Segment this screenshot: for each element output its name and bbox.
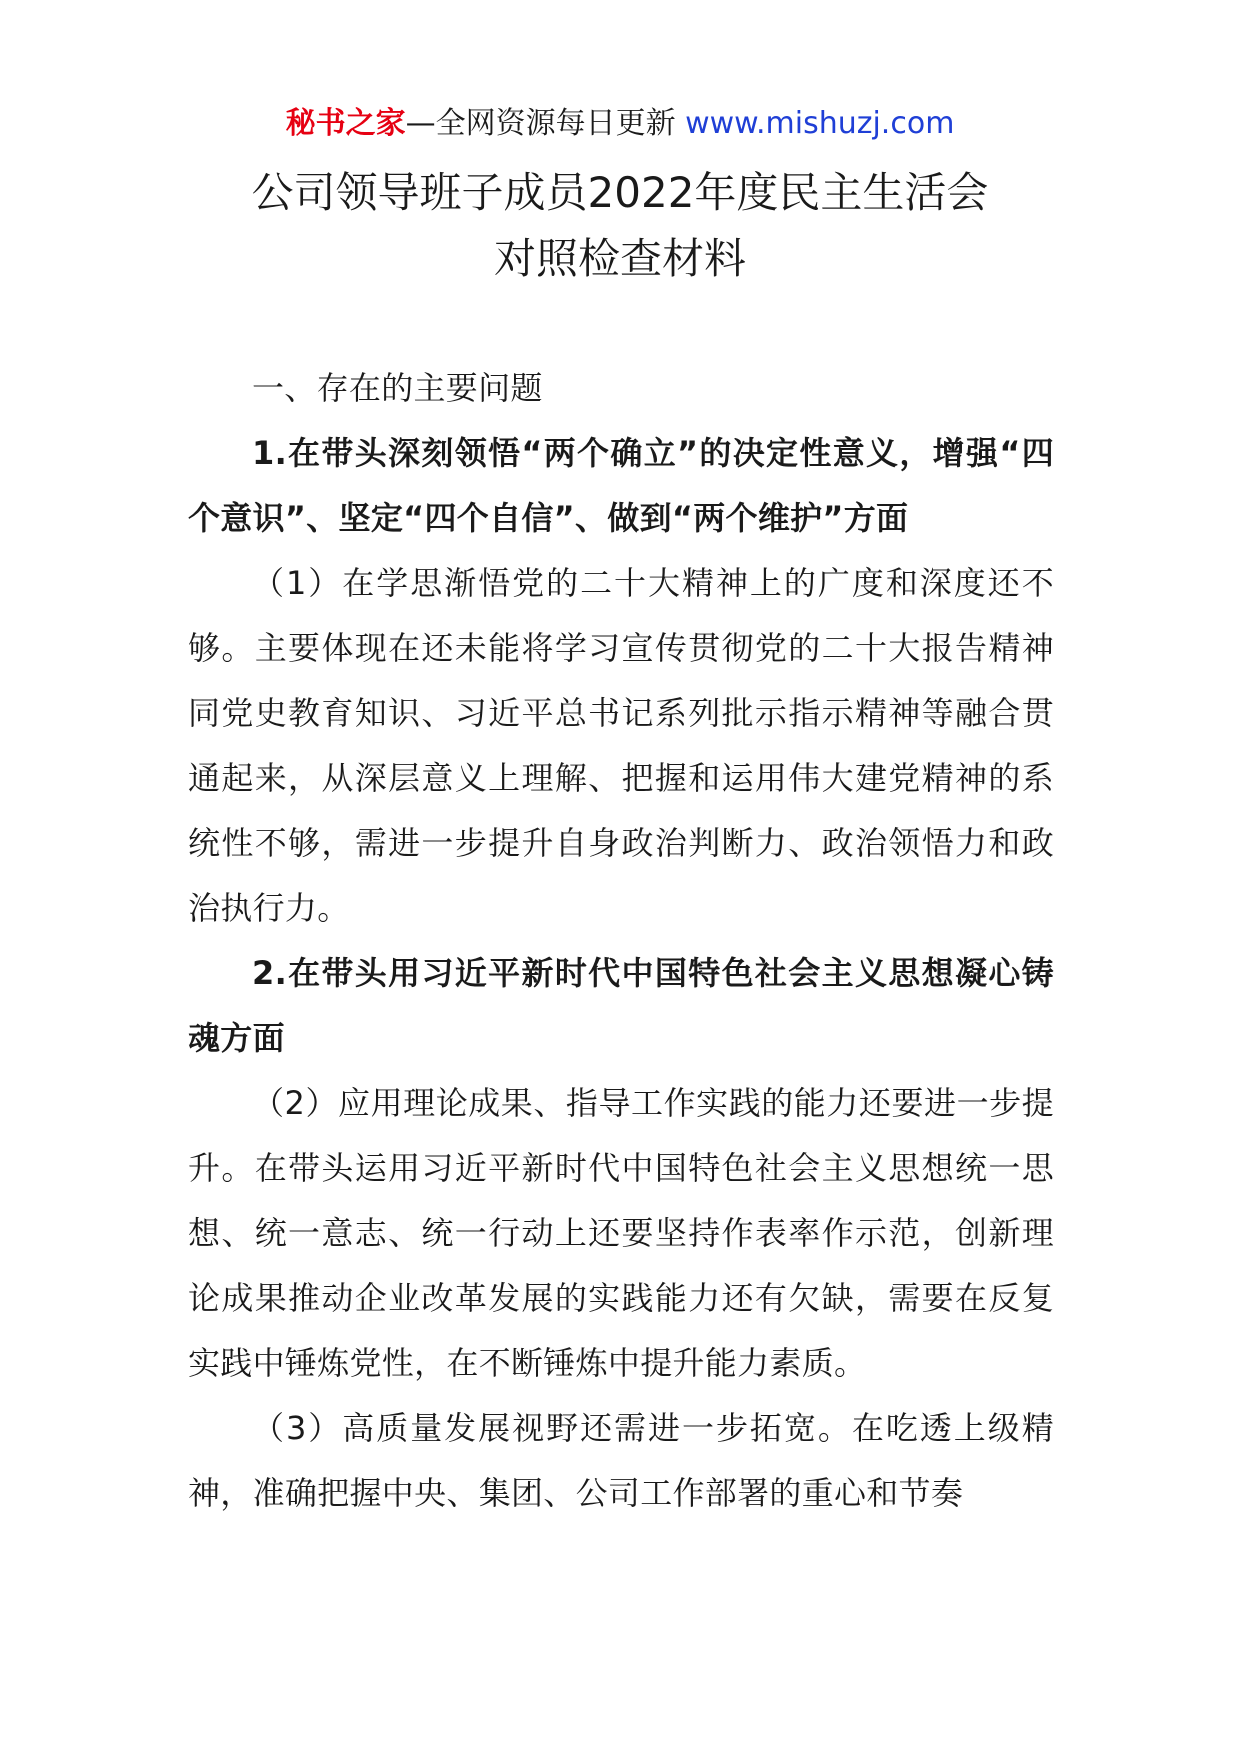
title-line-1: 公司领导班子成员2022年度民主生活会: [251, 168, 989, 217]
section-heading: 一、存在的主要问题: [252, 369, 543, 407]
watermark-slogan: —全网资源每日更新: [405, 106, 676, 141]
subsection-heading-1: 1.在带头深刻领悟“两个确立”的决定性意义，增强“四个意识”、坚定“四个自信”、做到“两个维护”方面: [188, 434, 1054, 537]
title-line-2: 对照检查材料: [493, 234, 746, 283]
paragraph-item-1: （1）在学思渐悟党的二十大精神上的广度和深度还不够。主要体现在还未能将学习宣传贯彻党的二十大报告精神同党史教育知识、习近平总书记系列批示指示精神等融合贯通起来，从深层意义上理解、把握和运用伟大建党精神的系统性不够，需进一步提升自身政治判断力、政治领悟力和政治执行力。: [188, 564, 1054, 927]
subsection-heading-2: 2.在带头用习近平新时代中国特色社会主义思想凝心铸魂方面: [188, 954, 1054, 1057]
paragraph-item-2: （2）应用理论成果、指导工作实践的能力还要进一步提升。在带头运用习近平新时代中国特色社会主义思想统一思想、统一意志、统一行动上还要坚持作表率作示范，创新理论成果推动企业改革发展的实践能力还有欠缺，需要在反复实践中锤炼党性，在不断锤炼中提升能力素质。: [188, 1084, 1054, 1382]
paragraph-item-3: （3）高质量发展视野还需进一步拓宽。在吃透上级精神，准确把握中央、集团、公司工作部署的重心和节奏: [188, 1409, 1054, 1512]
watermark-brand: 秘书之家: [285, 106, 406, 141]
watermark-header: [0, 104, 1240, 144]
watermark-url[interactable]: www.mishuzj.com: [675, 106, 955, 141]
document-title: [0, 160, 1240, 292]
document-body: [188, 356, 1054, 1526]
